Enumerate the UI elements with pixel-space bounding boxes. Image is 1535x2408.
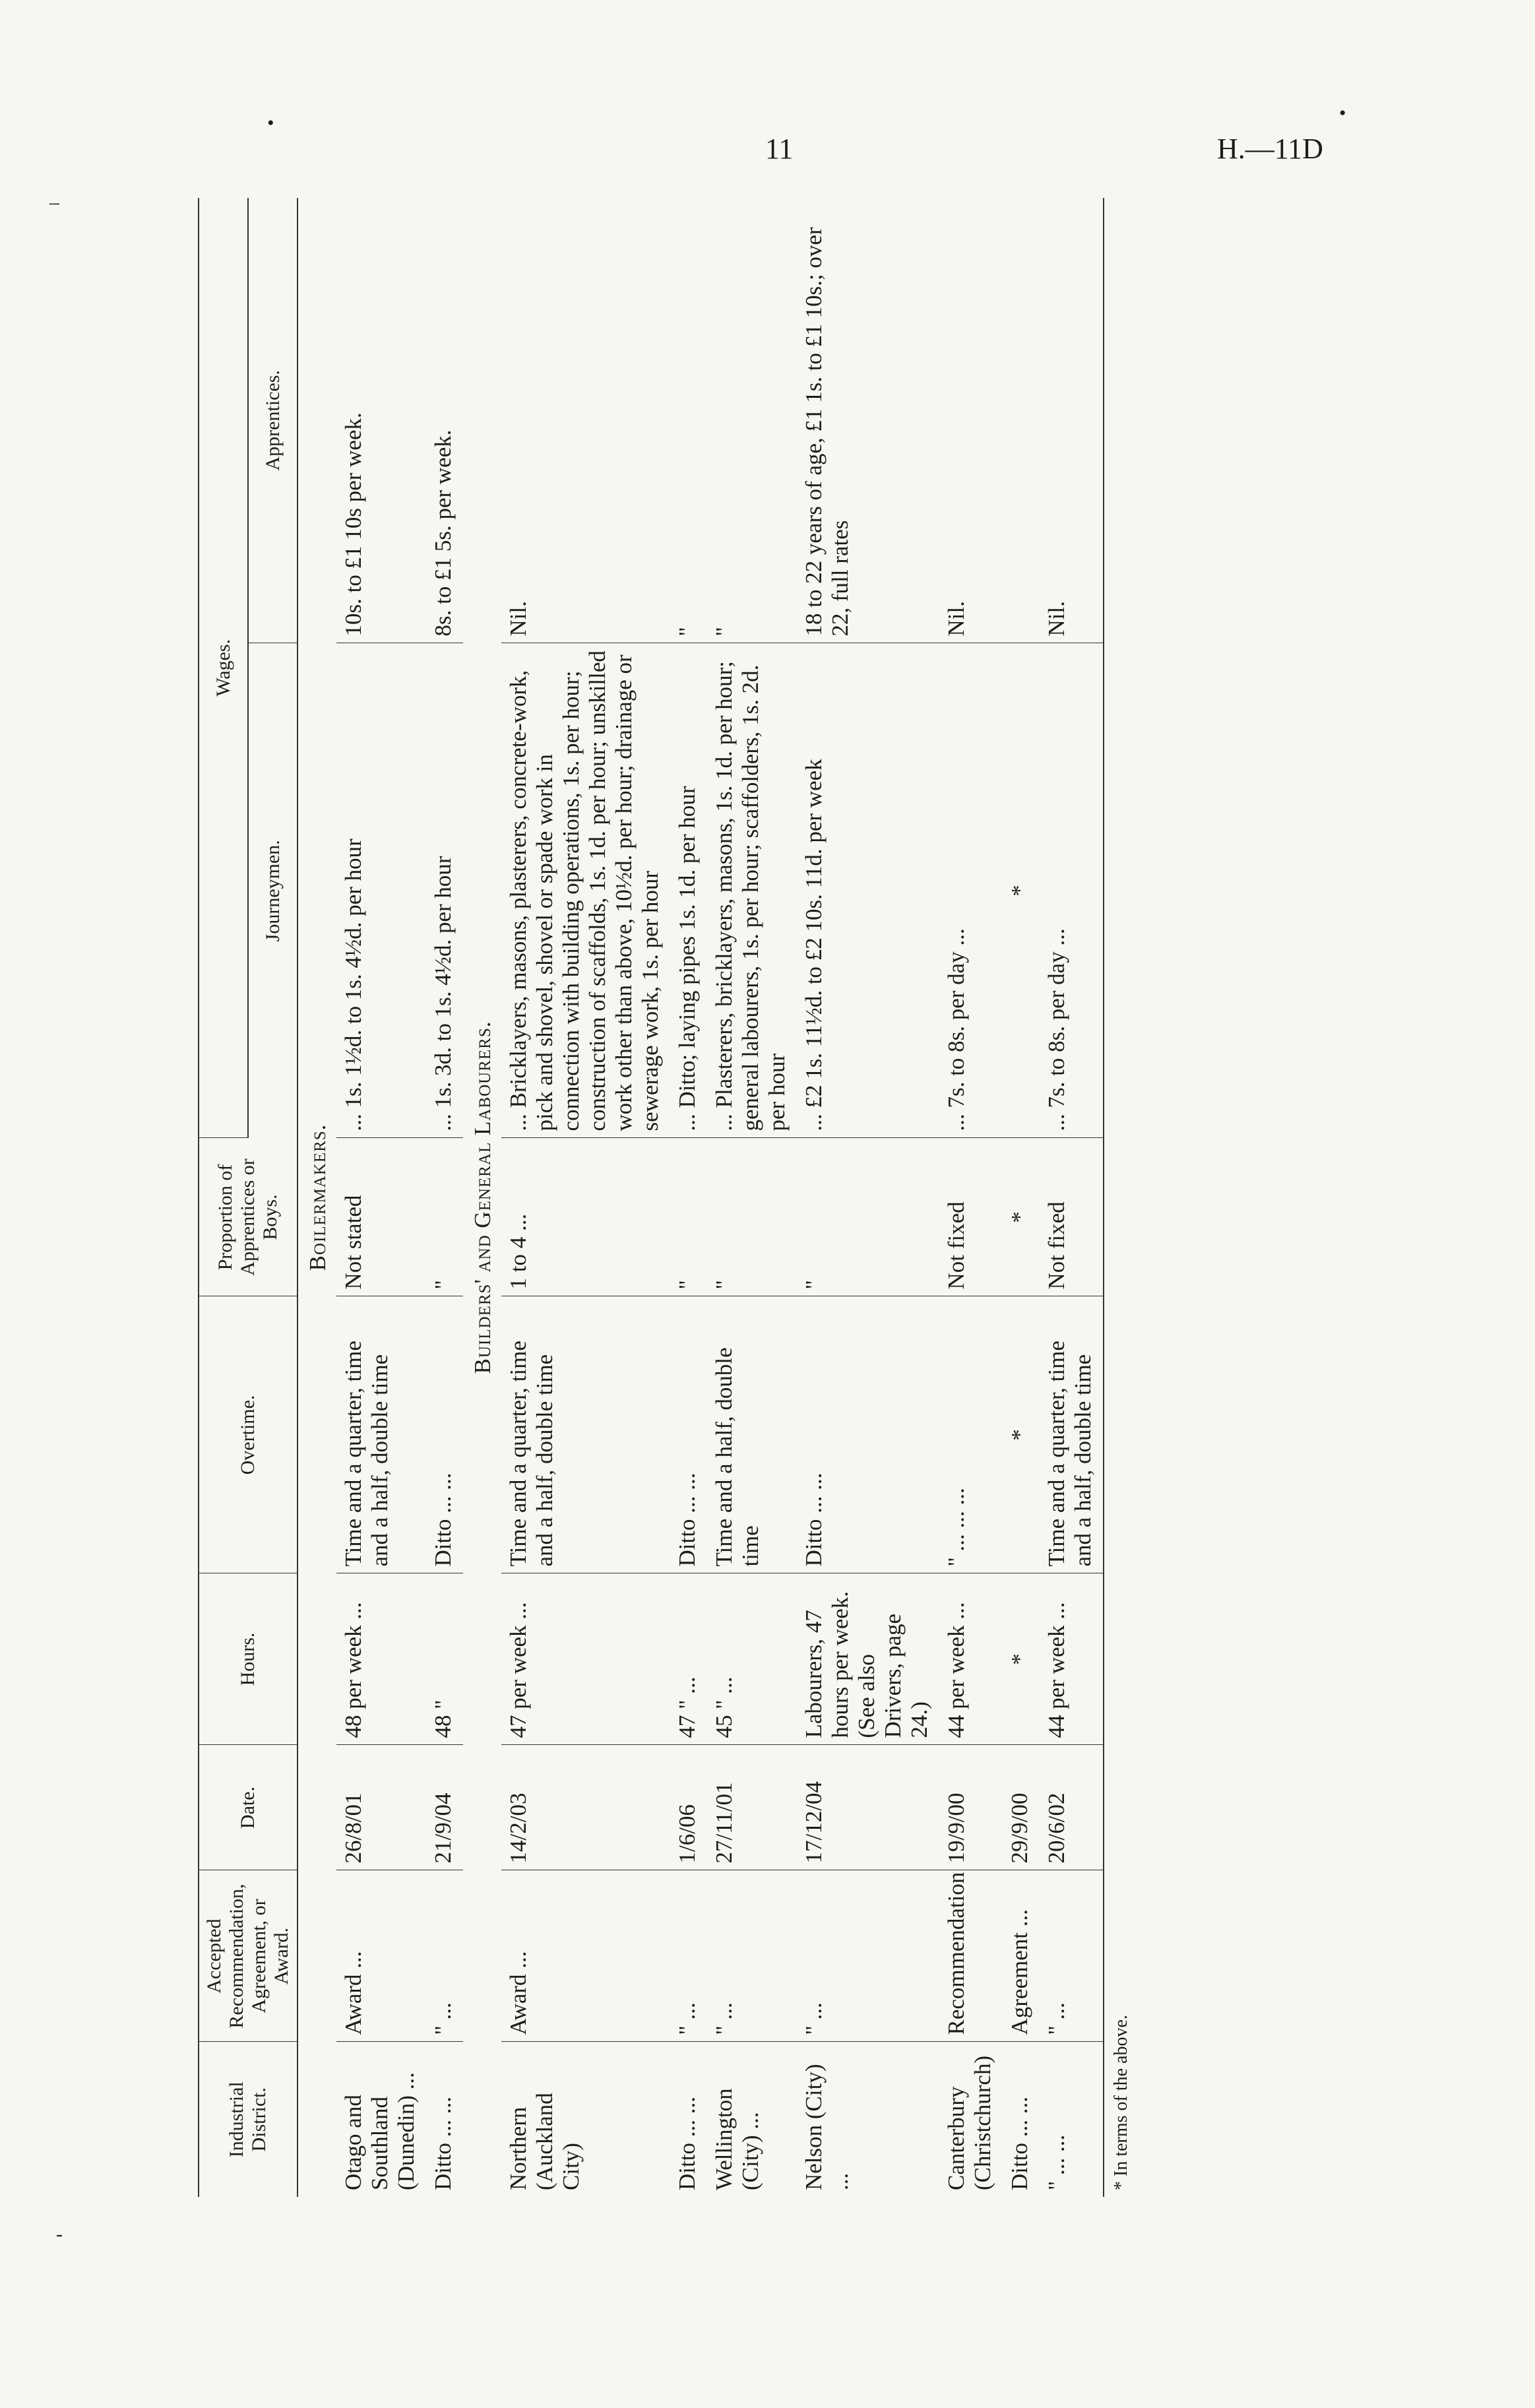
cell-hours: 48 " xyxy=(426,1573,463,1745)
rotated-table-container xyxy=(198,198,1319,2197)
header-apprentices: Apprentices. xyxy=(248,198,298,643)
document-code: H.—11D xyxy=(1217,133,1323,165)
cell-date: 29/9/00 xyxy=(1003,1745,1040,1870)
table-row xyxy=(1003,198,1040,2197)
cell-apprentices: " xyxy=(707,198,797,643)
cell-date: 17/12/04 xyxy=(797,1745,939,1870)
cell-proportion: Not fixed xyxy=(939,1138,1003,1296)
header-journeymen: Journeymen. xyxy=(248,643,298,1138)
table-row xyxy=(1040,198,1104,2197)
cell-hours: 48 per week ... xyxy=(336,1573,426,1745)
section-title: Builders' and General Labourers. xyxy=(470,1021,495,1374)
header-accepted: Accepted Recommendation, Agreement, or Award. xyxy=(199,1870,298,2042)
cell-overtime: " ... ... ... xyxy=(939,1296,1003,1573)
cell-district: Ditto ... ... xyxy=(430,2097,456,2190)
cell-district: Ditto ... ... xyxy=(1007,2097,1032,2190)
cell-date: 26/8/01 xyxy=(336,1745,426,1870)
cell-hours: 47 " ... xyxy=(670,1573,707,1745)
header-overtime: Overtime. xyxy=(199,1296,298,1573)
cell-journeymen: ... 7s. to 8s. per day ... xyxy=(939,643,1003,1138)
cell-proportion: Not fixed xyxy=(1040,1138,1104,1296)
cell-accepted: Award ... xyxy=(501,1870,670,2042)
header-date: Date. xyxy=(199,1745,298,1870)
cell-accepted: " ... xyxy=(1040,1870,1104,2042)
cell-proportion: " xyxy=(670,1138,707,1296)
cell-overtime: Time and a quarter, time and a half, double time xyxy=(1040,1296,1104,1573)
cell-hours: 45 " ... xyxy=(707,1573,797,1745)
cell-hours: 44 per week ... xyxy=(939,1573,1003,1745)
scan-speck: - xyxy=(56,2223,63,2245)
table-row xyxy=(670,198,707,2197)
cell-district: Northern (Auckland City) xyxy=(505,2093,584,2190)
cell-hours: 44 per week ... xyxy=(1040,1573,1104,1745)
scan-speck: • xyxy=(1339,102,1346,124)
cell-district: " ... ... xyxy=(1040,2042,1104,2197)
cell-apprentices: 8s. to £1 5s. per week. xyxy=(426,198,463,643)
header-hours: Hours. xyxy=(199,1573,298,1745)
header-industrial-district: Industrial District. xyxy=(199,2042,298,2197)
section-title: Boilermakers. xyxy=(305,1124,330,1271)
cell-proportion: 1 to 4 ... xyxy=(501,1138,670,1296)
table-row xyxy=(939,198,1003,2197)
cell-apprentices: 18 to 22 years of age, £1 1s. to £1 10s.; over 22, full rates xyxy=(797,198,939,643)
cell-accepted: " ... xyxy=(797,1870,939,2042)
cell-journeymen: ... 1s. 1½d. to 1s. 4½d. per hour xyxy=(336,643,426,1138)
cell-hours: Labourers, 47 hours per week. (See also Drivers, page 24.) xyxy=(797,1573,939,1745)
cell-overtime: Ditto ... ... xyxy=(426,1296,463,1573)
table-row xyxy=(501,198,670,2197)
cell-accepted: " ... xyxy=(707,1870,797,2042)
cell-overtime: Ditto ... ... xyxy=(797,1296,939,1573)
cell-proportion: Not stated xyxy=(336,1138,426,1296)
cell-apprentices: Nil. xyxy=(939,198,1003,643)
cell-apprentices: Nil. xyxy=(501,198,670,643)
cell-accepted: " ... xyxy=(426,1870,463,2042)
cell-journeymen: ... £2 1s. 11½d. to £2 10s. 11d. per week xyxy=(797,643,939,1138)
cell-overtime: Ditto ... ... xyxy=(670,1296,707,1573)
cell-proportion: " xyxy=(707,1138,797,1296)
table-row xyxy=(707,198,797,2197)
page-number: 11 xyxy=(765,133,794,165)
cell-journeymen: ... Plasterers, bricklayers, masons, 1s. 1d. per hour; general labourers, 1s. per hour; scaffolders, 1s. 2d. per hour xyxy=(707,643,797,1138)
cell-date: 14/2/03 xyxy=(501,1745,670,1870)
cell-date: 19/9/00 xyxy=(939,1745,1003,1870)
cell-journeymen: ... 1s. 3d. to 1s. 4½d. per hour xyxy=(426,643,463,1138)
scan-speck: • xyxy=(267,112,274,134)
cell-accepted: Recommendation xyxy=(939,1870,1003,2042)
wages-table xyxy=(198,198,1141,2197)
table-row xyxy=(426,198,463,2197)
table-row xyxy=(797,198,939,2197)
cell-accepted: Agreement ... xyxy=(1003,1870,1040,2042)
cell-journeymen: ... Ditto; laying pipes 1s. 1d. per hour xyxy=(670,643,707,1138)
cell-district: Ditto ... ... xyxy=(674,2097,700,2190)
cell-district: Wellington (City) ... xyxy=(711,2088,763,2190)
cell-date: 1/6/06 xyxy=(670,1745,707,1870)
cell-hours: 47 per week ... xyxy=(501,1573,670,1745)
cell-overtime: Time and a half, double time xyxy=(707,1296,797,1573)
cell-date: 20/6/02 xyxy=(1040,1745,1104,1870)
cell-overtime: Time and a quarter, time and a half, double time xyxy=(336,1296,426,1573)
cell-district: Canterbury (Christchurch) xyxy=(943,2055,995,2190)
cell-journeymen: ... 7s. to 8s. per day ... xyxy=(1040,643,1104,1138)
cell-date: 21/9/04 xyxy=(426,1745,463,1870)
cell-district: Nelson (City) ... xyxy=(801,2064,853,2190)
cell-overtime: Time and a quarter, time and a half, double time xyxy=(501,1296,670,1573)
cell-journeymen: ... Bricklayers, masons, plasterers, concrete-work, pick and shovel, shovel or spade work in connection with building operations, 1s. per hour; construction of scaffolds, 1s. 1d. per hour; unskilled work other than above, 10½d. per hour; drainage or sewerage work, 1s. per hour xyxy=(501,643,670,1138)
cell-apprentices: Nil. xyxy=(1040,198,1104,643)
cell-hours: * xyxy=(1003,1573,1040,1745)
cell-accepted: " ... xyxy=(670,1870,707,2042)
cell-apprentices xyxy=(1003,198,1040,643)
cell-accepted: Award ... xyxy=(336,1870,426,2042)
cell-overtime: * xyxy=(1003,1296,1040,1573)
cell-proportion: " xyxy=(797,1138,939,1296)
header-proportion: Proportion of Apprentices or Boys. xyxy=(199,1138,298,1296)
cell-proportion: * xyxy=(1003,1138,1040,1296)
table-row xyxy=(336,198,426,2197)
cell-journeymen: * xyxy=(1003,643,1040,1138)
cell-district: Otago and Southland (Dunedin) ... xyxy=(340,2072,419,2190)
cell-apprentices: 10s. to £1 10s per week. xyxy=(336,198,426,643)
cell-proportion: " xyxy=(426,1138,463,1296)
cell-date: 27/11/01 xyxy=(707,1745,797,1870)
cell-apprentices: " xyxy=(670,198,707,643)
header-wages-group: Wages. xyxy=(199,198,248,1138)
scan-speck: ‒ xyxy=(49,191,59,213)
footnote: * In terms of the above. xyxy=(1111,2015,1131,2190)
